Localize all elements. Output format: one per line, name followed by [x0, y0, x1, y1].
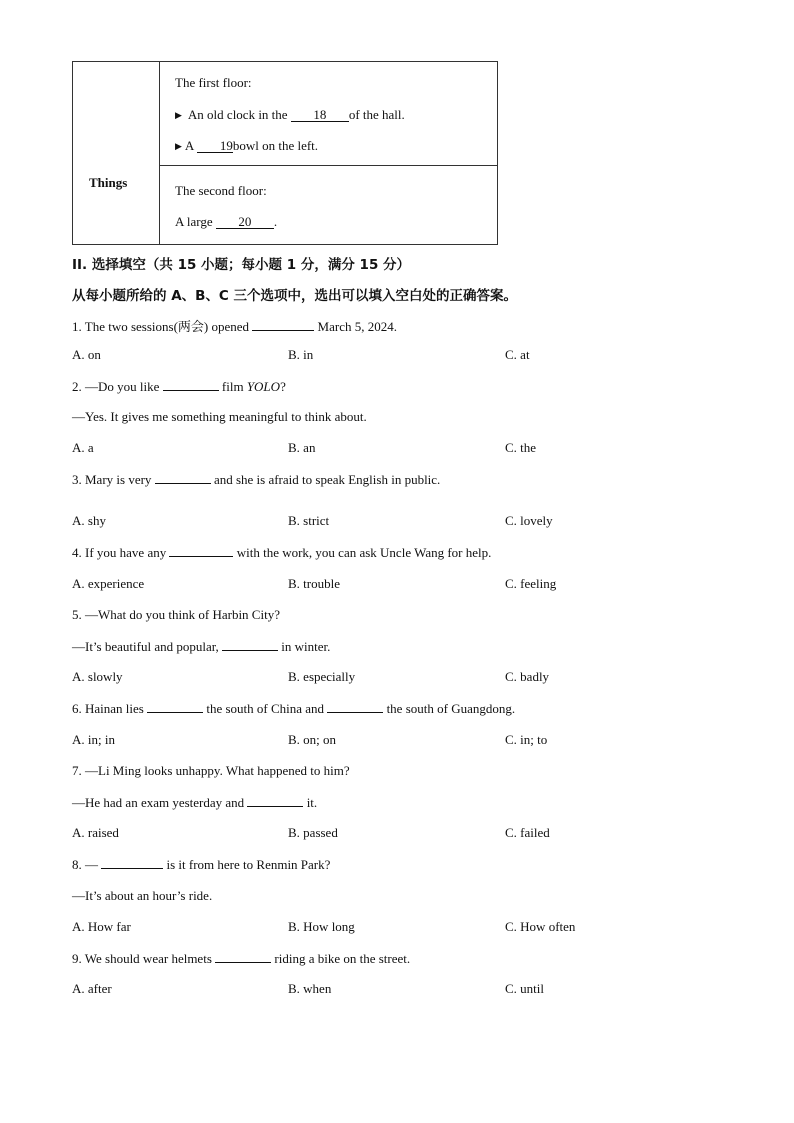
q8-option-a: A. How far [72, 919, 131, 934]
first-floor-heading: The first floor: [175, 75, 252, 90]
answer-blank [215, 950, 271, 963]
q5-text: —It’s beautiful and popular, [72, 639, 219, 654]
q2-mid: film [221, 379, 244, 394]
q8-after: is it from here to Renmin Park? [166, 857, 331, 872]
table-item-1 [175, 107, 405, 123]
question-6 [72, 700, 515, 717]
q2-option-c: C. the [505, 440, 537, 455]
q5-after: in winter. [281, 639, 331, 654]
q9-text: 9. We should wear helmets [72, 951, 212, 966]
q5-option-b: B. especially [288, 669, 356, 684]
item2-text: A [184, 138, 194, 153]
q9-option-b: B. when [288, 981, 332, 996]
q2-option-a: A. a [72, 440, 94, 455]
q6-mid: the south of China and [206, 701, 325, 716]
bullet-arrow-icon: ▶ [175, 110, 182, 120]
q6-option-b: B. on; on [288, 732, 337, 747]
table-divider-horizontal [159, 165, 497, 166]
q5-option-a: A. slowly [72, 669, 123, 684]
q1-text: 1. The two sessions(两会) opened [72, 319, 250, 334]
item3-text: A large [175, 214, 213, 229]
answer-blank [252, 318, 314, 331]
q6-option-c: C. in; to [505, 732, 548, 747]
q6-after: the south of Guangdong. [386, 701, 516, 716]
answer-blank [147, 700, 203, 713]
question-3 [72, 471, 440, 488]
q4-after: with the work, you can ask Uncle Wang for help. [236, 545, 492, 560]
answer-blank [155, 471, 211, 484]
q7-text: —He had an exam yesterday and [72, 795, 245, 810]
q1-option-a: A. on [72, 347, 101, 362]
q1-option-c: C. at [505, 347, 530, 362]
q2-option-b: B. an [288, 440, 316, 455]
q3-text: 3. Mary is very [72, 472, 152, 487]
section-title: II. 选择填空（共 15 小题；每小题 1 分，满分 15 分） [72, 257, 411, 273]
q9-option-c: C. until [505, 981, 545, 996]
item1-text: An old clock in the [187, 107, 288, 122]
q2-reply: —Yes. It gives me something meaningful to think about. [72, 409, 367, 424]
q7-option-c: C. failed [505, 825, 550, 840]
answer-blank [247, 794, 303, 807]
q7-after: it. [306, 795, 318, 810]
q3-option-b: B. strict [288, 513, 330, 528]
question-5: 5. —What do you think of Harbin City? [72, 607, 280, 622]
question-9 [72, 950, 410, 967]
answer-blank [169, 544, 233, 557]
table-item-3 [175, 214, 277, 230]
table-divider-vertical [159, 62, 160, 244]
item3-after: . [273, 214, 278, 229]
question-2 [72, 378, 286, 395]
q6-text: 6. Hainan lies [72, 701, 144, 716]
answer-blank [222, 638, 278, 651]
q4-option-c: C. feeling [505, 576, 557, 591]
q3-after: and she is afraid to speak English in public. [213, 472, 441, 487]
q9-after: riding a bike on the street. [274, 951, 411, 966]
blank-20: 20 [216, 215, 274, 229]
q7-option-a: A. raised [72, 825, 119, 840]
question-8 [72, 856, 330, 873]
q8-option-b: B. How long [288, 919, 355, 934]
q8-reply: —It’s about an hour’s ride. [72, 888, 213, 903]
q3-option-c: C. lovely [505, 513, 553, 528]
q4-text: 4. If you have any [72, 545, 167, 560]
q8-option-c: C. How often [505, 919, 576, 934]
q5-reply [72, 638, 330, 655]
blank-19: 19 [197, 139, 233, 153]
question-4 [72, 544, 491, 561]
q1-option-b: B. in [288, 347, 314, 362]
answer-blank [327, 700, 383, 713]
question-1 [72, 316, 397, 335]
q5-option-c: C. badly [505, 669, 550, 684]
q4-option-b: B. trouble [288, 576, 340, 591]
answer-blank [163, 378, 219, 391]
bullet-arrow-icon: ▶ [175, 141, 182, 151]
q7-reply [72, 794, 317, 811]
item1-after: of the hall. [348, 107, 405, 122]
q8-text: 8. — [72, 857, 98, 872]
table-item-2 [175, 138, 318, 154]
question-7: 7. —Li Ming looks unhappy. What happened to him? [72, 763, 350, 778]
row-label: Things [89, 175, 128, 190]
section-instruction: 从每小题所给的 A、B、C 三个选项中，选出可以填入空白处的正确答案。 [72, 288, 518, 304]
q2-text: 2. —Do you like [72, 379, 160, 394]
q3-option-a: A. shy [72, 513, 106, 528]
q2-film-title: YOLO [246, 379, 281, 394]
q7-option-b: B. passed [288, 825, 338, 840]
q1-after: March 5, 2024. [317, 319, 397, 334]
second-floor-heading: The second floor: [175, 183, 267, 198]
answer-blank [101, 856, 163, 869]
q9-option-a: A. after [72, 981, 112, 996]
q4-option-a: A. experience [72, 576, 145, 591]
item2-after: bowl on the left. [232, 138, 319, 153]
q2-after: ? [280, 379, 286, 394]
q6-option-a: A. in; in [72, 732, 115, 747]
things-table [72, 61, 498, 245]
blank-18: 18 [291, 108, 349, 122]
